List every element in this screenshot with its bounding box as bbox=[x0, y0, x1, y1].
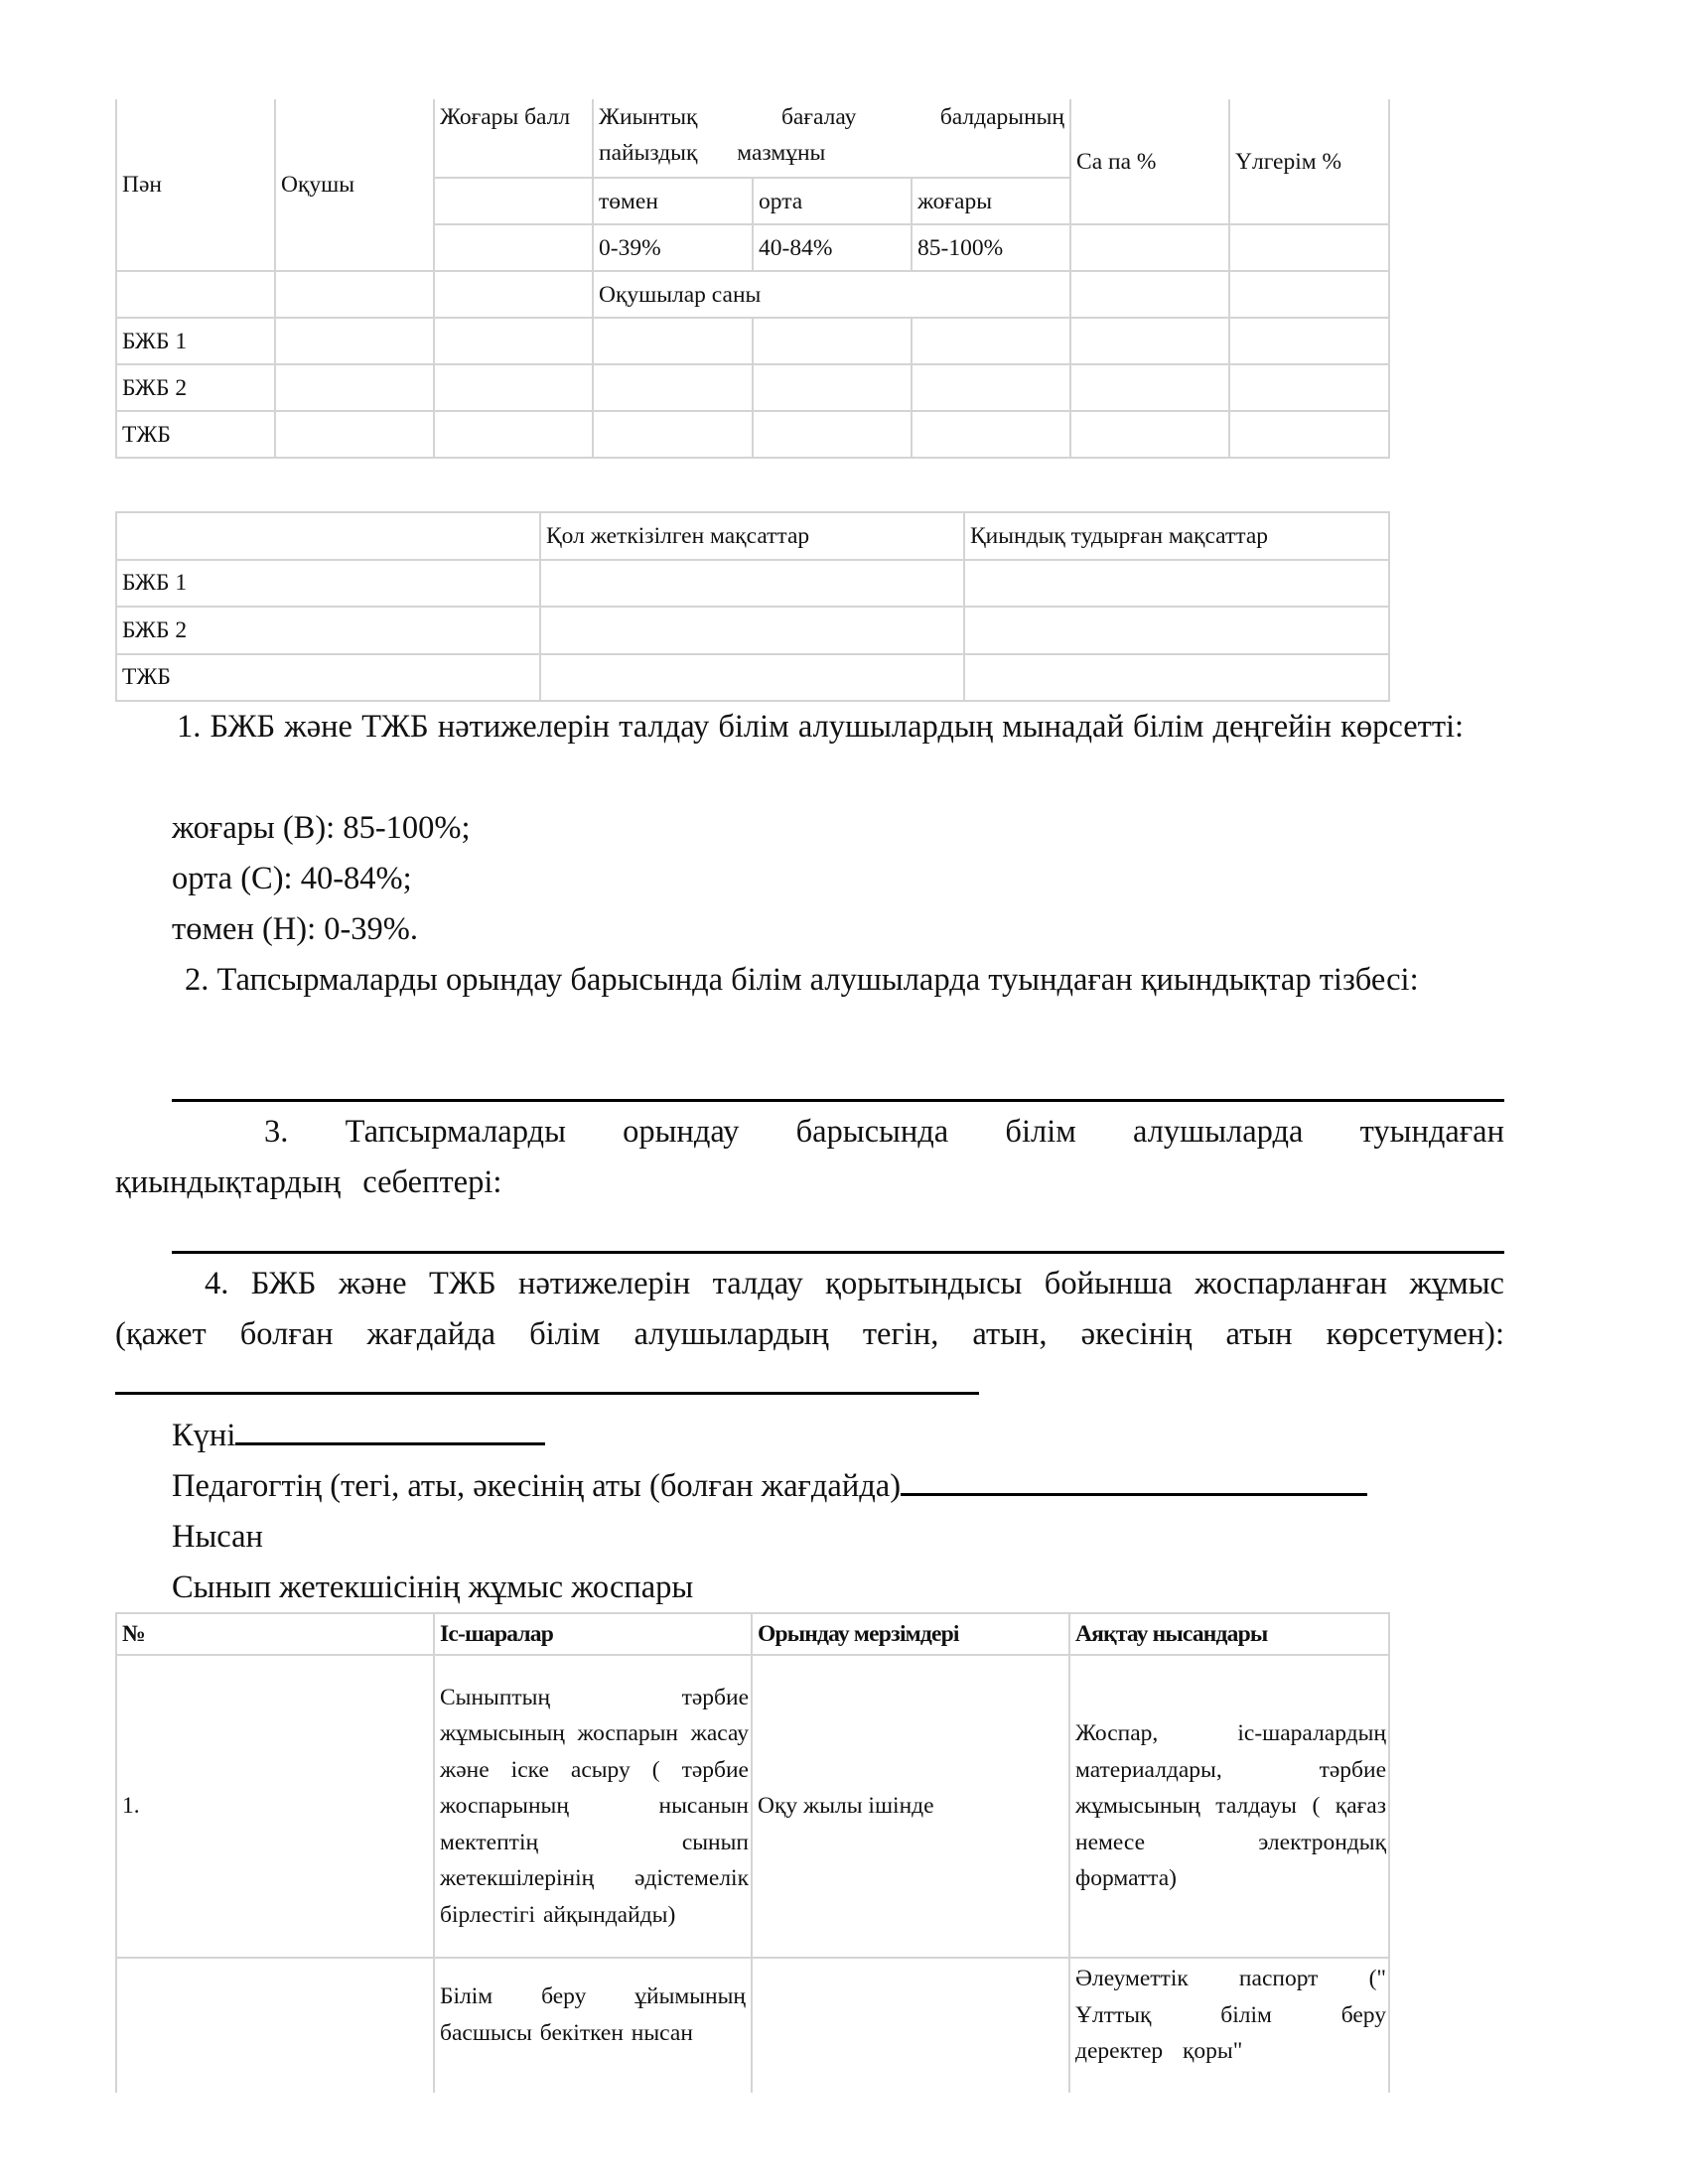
date-row bbox=[172, 1411, 1561, 1461]
low-cell[interactable] bbox=[593, 318, 753, 364]
table-row bbox=[116, 1655, 1389, 1958]
level-mid-range: 40-84% bbox=[753, 224, 912, 271]
teacher-row bbox=[172, 1461, 1561, 1512]
row-number: 1. bbox=[116, 1655, 434, 1958]
mid-cell[interactable] bbox=[753, 364, 912, 411]
empty-cell bbox=[434, 224, 593, 271]
level-mid-name: орта bbox=[753, 178, 912, 224]
quality-cell[interactable] bbox=[1070, 364, 1229, 411]
mid-cell[interactable] bbox=[753, 411, 912, 458]
level-high-range: 85-100% bbox=[912, 224, 1070, 271]
progress-cell[interactable] bbox=[1229, 318, 1389, 364]
empty-cell bbox=[1070, 271, 1229, 318]
table-row bbox=[116, 1958, 1389, 2093]
level-low-range: 0-39% bbox=[593, 224, 753, 271]
table-row bbox=[116, 411, 1389, 458]
header-quality: Са па % bbox=[1070, 99, 1229, 224]
quality-cell[interactable] bbox=[1070, 411, 1229, 458]
table-row bbox=[116, 607, 1389, 654]
plan-title: Сынып жетекшісінің жұмыс жоспары bbox=[172, 1570, 694, 1605]
empty-cell bbox=[116, 271, 275, 318]
max-score-cell[interactable] bbox=[434, 318, 593, 364]
date-label: Күні bbox=[172, 1418, 236, 1453]
difficult-goals-cell[interactable] bbox=[964, 654, 1389, 702]
student-cell[interactable] bbox=[275, 318, 434, 364]
paragraph-2: 2. Тапсырмаларды орындау барысында білім алушыларда туындаған қиындықтар тізбесі: bbox=[185, 962, 1419, 998]
header-percent-content: Жиынтық бағалау балдарының пайыздық мазмұны bbox=[593, 99, 1070, 178]
empty-cell bbox=[275, 271, 434, 318]
table-row bbox=[116, 654, 1389, 702]
results-table bbox=[115, 99, 1390, 459]
high-cell[interactable] bbox=[912, 318, 1070, 364]
paragraph-4-text: 4. БЖБ және ТЖБ нәтижелерін талдау қорытындысы бойынша жоспарланған жұмыс (қажет болған жағдайда білім алушылардың тегін, атын, әкесінің атын көрсетумен): bbox=[115, 1266, 1504, 1352]
table-row bbox=[116, 560, 1389, 608]
form-label: Нысан bbox=[172, 1519, 263, 1555]
student-cell[interactable] bbox=[275, 411, 434, 458]
date-line[interactable] bbox=[235, 1418, 545, 1445]
header-achieved-goals: Қол жеткізілген мақсаттар bbox=[540, 512, 964, 560]
achieved-goals-cell[interactable] bbox=[540, 607, 964, 654]
empty-cell bbox=[434, 178, 593, 224]
header-activities: Іс-шаралар bbox=[434, 1613, 752, 1655]
difficult-goals-cell[interactable] bbox=[964, 607, 1389, 654]
level-high-name: жоғары bbox=[912, 178, 1070, 224]
row-label: БЖБ 1 bbox=[116, 560, 540, 608]
table-row bbox=[116, 364, 1389, 411]
completion-cell: Жоспар, іс-шаралардың материалдары, тәрбие жұмысының талдауы ( қағаз немесе электрондық форматта) bbox=[1069, 1655, 1389, 1958]
teacher-line[interactable] bbox=[901, 1468, 1367, 1496]
paragraph-3: 3. Тапсырмаларды орындау барысында білім алушыларда туындаған қиындықтардың себептері: bbox=[115, 1114, 1504, 1200]
header-number: № bbox=[116, 1613, 434, 1655]
student-cell[interactable] bbox=[275, 364, 434, 411]
row-label: БЖБ 2 bbox=[116, 607, 540, 654]
empty-cell bbox=[434, 271, 593, 318]
deadline-cell: Оқу жылы ішінде bbox=[752, 1655, 1069, 1958]
header-completion-forms: Аяқтау нысандары bbox=[1069, 1613, 1389, 1655]
table-row bbox=[116, 318, 1389, 364]
header-empty bbox=[116, 512, 540, 560]
high-cell[interactable] bbox=[912, 364, 1070, 411]
paragraph-1: 1. БЖБ және ТЖБ нәтижелерін талдау білім алушылардың мынадай білім деңгейін көрсетті: bbox=[177, 709, 1465, 745]
quality-cell[interactable] bbox=[1070, 224, 1229, 271]
row-label: ТЖБ bbox=[116, 411, 275, 458]
max-score-cell[interactable] bbox=[434, 364, 593, 411]
level-mid-line: орта (С): 40-84%; bbox=[172, 861, 412, 896]
answer-line-2[interactable] bbox=[172, 1099, 1504, 1102]
goals-table bbox=[115, 511, 1390, 702]
row-number bbox=[116, 1958, 434, 2093]
difficult-goals-cell[interactable] bbox=[964, 560, 1389, 608]
header-deadlines: Орындау мерзімдері bbox=[752, 1613, 1069, 1655]
achieved-goals-cell[interactable] bbox=[540, 654, 964, 702]
header-student: Оқушы bbox=[275, 99, 434, 271]
activity-cell: Білім беру ұйымының басшысы бекіткен нысан bbox=[434, 1958, 752, 2093]
max-score-cell[interactable] bbox=[434, 411, 593, 458]
level-high-line: жоғары (В): 85-100%; bbox=[172, 810, 471, 846]
level-low-line: төмен (Н): 0-39%. bbox=[172, 911, 419, 947]
answer-line-3[interactable] bbox=[172, 1251, 1504, 1254]
student-count-label: Оқушылар саны bbox=[593, 271, 1070, 318]
header-progress: Үлгерім % bbox=[1229, 99, 1389, 224]
activity-cell: Сыныптың тәрбие жұмысының жоспарын жасау және іске асыру ( тәрбие жоспарының нысанын мектептің сынып жетекшілерінің әдістемелік бірлестігі айқындайды) bbox=[434, 1655, 752, 1958]
empty-cell bbox=[1229, 271, 1389, 318]
header-subject: Пән bbox=[116, 99, 275, 271]
progress-cell[interactable] bbox=[1229, 364, 1389, 411]
achieved-goals-cell[interactable] bbox=[540, 560, 964, 608]
plan-table bbox=[115, 1612, 1390, 2093]
header-difficult-goals: Қиындық тудырған мақсаттар bbox=[964, 512, 1389, 560]
progress-cell[interactable] bbox=[1229, 224, 1389, 271]
header-max-score: Жоғары балл bbox=[434, 99, 593, 178]
completion-cell: Әлеуметтік паспорт (" Ұлттық білім беру деректер қоры" bbox=[1069, 1958, 1389, 2093]
planned-work-line[interactable] bbox=[115, 1367, 979, 1395]
row-label: БЖБ 2 bbox=[116, 364, 275, 411]
low-cell[interactable] bbox=[593, 411, 753, 458]
high-cell[interactable] bbox=[912, 411, 1070, 458]
level-low-name: төмен bbox=[593, 178, 753, 224]
row-label: БЖБ 1 bbox=[116, 318, 275, 364]
deadline-cell bbox=[752, 1958, 1069, 2093]
mid-cell[interactable] bbox=[753, 318, 912, 364]
teacher-label: Педагогтің (тегі, аты, әкесінің аты (болған жағдайда) bbox=[172, 1468, 902, 1504]
paragraph-4 bbox=[115, 1259, 1504, 1411]
quality-cell[interactable] bbox=[1070, 318, 1229, 364]
row-label: ТЖБ bbox=[116, 654, 540, 702]
low-cell[interactable] bbox=[593, 364, 753, 411]
progress-cell[interactable] bbox=[1229, 411, 1389, 458]
